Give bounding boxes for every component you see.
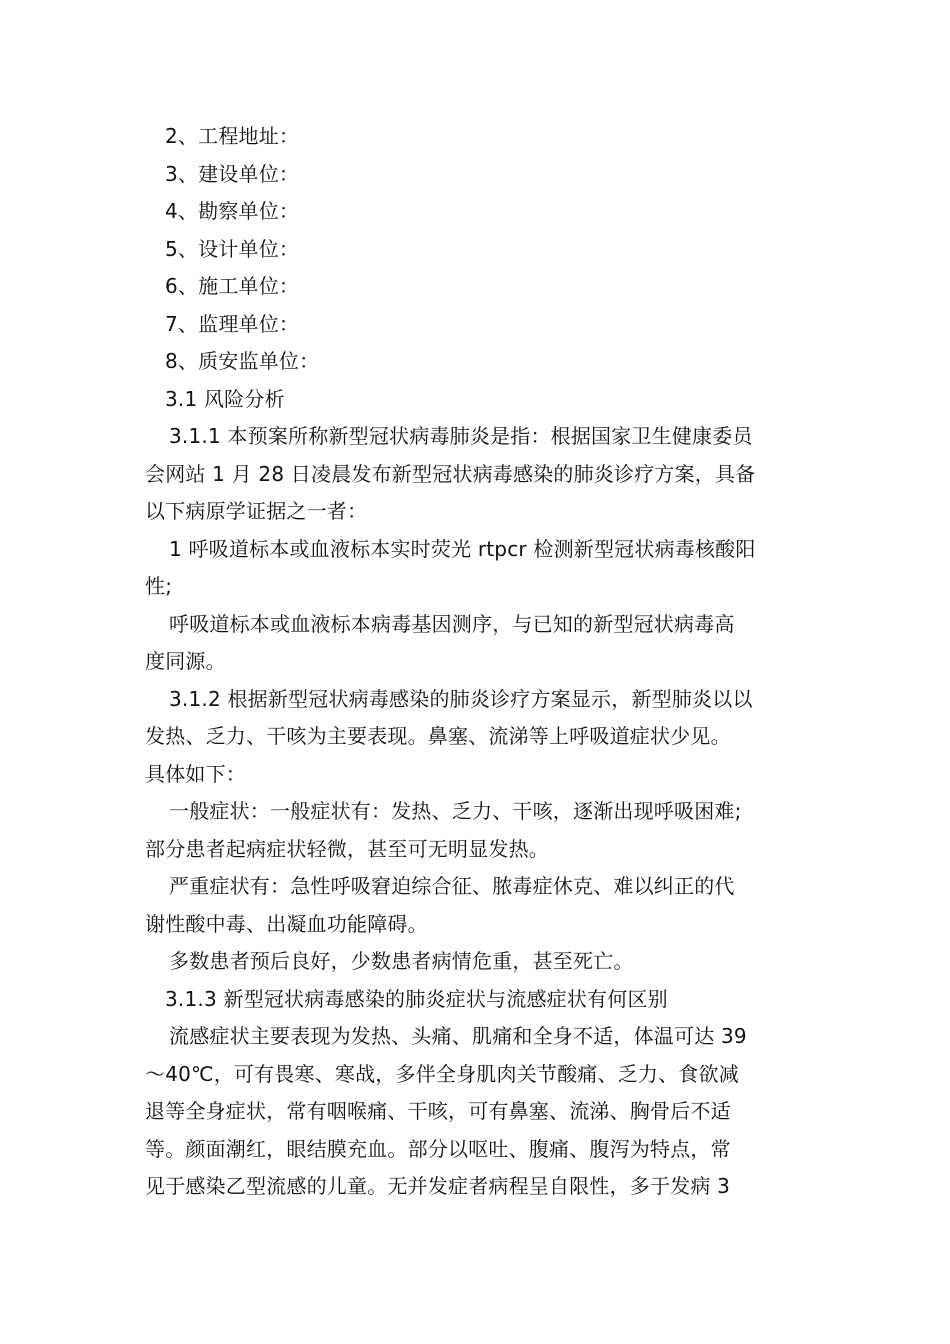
paragraph-line: 性; <box>145 574 173 598</box>
paragraph-line: 等。颜面潮红，眼结膜充血。部分以呕吐、腹痛、腹泻为特点，常 <box>145 1136 731 1161</box>
item-survey-unit: 4、勘察单位： <box>165 199 300 223</box>
paragraph-line: 部分患者起病症状轻微，甚至可无明显发热。 <box>145 836 549 861</box>
paragraph-line: 严重症状有：急性呼吸窘迫综合征、脓毒症休克、难以纠正的代 <box>169 874 735 898</box>
paragraph-line: 3.1.2 根据新型冠状病毒感染的肺炎诊疗方案显示，新型肺炎以以 <box>169 686 753 711</box>
paragraph-line: ～40℃，可有畏寒、寒战，多伴全身肌肉关节酸痛、乏力、食欲减 <box>145 1061 739 1086</box>
paragraph-line: 退等全身症状，常有咽喉痛、干咳，可有鼻塞、流涕、胸骨后不适 <box>145 1099 731 1123</box>
paragraph-line: 流感症状主要表现为发热、头痛、肌痛和全身不适，体温可达 39 <box>169 1024 747 1048</box>
paragraph-line: 多数患者预后良好，少数患者病情危重，甚至死亡。 <box>169 949 634 973</box>
paragraph-line: 以下病原学证据之一者： <box>145 499 368 523</box>
item-design-unit: 5、设计单位： <box>165 236 300 261</box>
paragraph-line: 会网站 1 月 28 日凌晨发布新型冠状病毒感染的肺炎诊疗方案，具备 <box>145 461 756 486</box>
paragraph-line: 发热、乏力、干咳为主要表现。鼻塞、流涕等上呼吸道症状少见。 <box>145 724 731 748</box>
section-heading-symptom-difference: 3.1.3 新型冠状病毒感染的肺炎症状与流感症状有何区别 <box>165 986 668 1011</box>
paragraph-line: 呼吸道标本或血液标本病毒基因测序，与已知的新型冠状病毒高 <box>169 611 735 636</box>
paragraph-line: 一般症状：一般症状有：发热、乏力、干咳，逐渐出现呼吸困难; <box>169 799 742 823</box>
item-supervision-unit: 7、监理单位： <box>165 311 300 336</box>
paragraph-line: 1 呼吸道标本或血液标本实时荧光 rtpcr 检测新型冠状病毒核酸阳 <box>169 536 756 561</box>
item-quality-safety-unit: 8、质安监单位： <box>165 349 320 373</box>
item-project-address: 2、工程地址： <box>165 124 300 148</box>
paragraph-line: 具体如下： <box>145 761 246 786</box>
paragraph-line: 3.1.1 本预案所称新型冠状病毒肺炎是指：根据国家卫生健康委员 <box>169 424 753 448</box>
paragraph-line: 度同源。 <box>145 649 226 673</box>
paragraph-line: 谢性酸中毒、出凝血功能障碍。 <box>145 911 428 936</box>
item-builder-unit: 6、施工单位： <box>165 274 300 298</box>
item-construction-unit: 3、建设单位： <box>165 161 300 186</box>
document-body <box>145 118 810 1206</box>
section-heading-risk-analysis: 3.1 风险分析 <box>165 386 285 411</box>
paragraph-line: 见于感染乙型流感的儿童。无并发症者病程呈自限性，多于发病 3 <box>145 1174 731 1198</box>
